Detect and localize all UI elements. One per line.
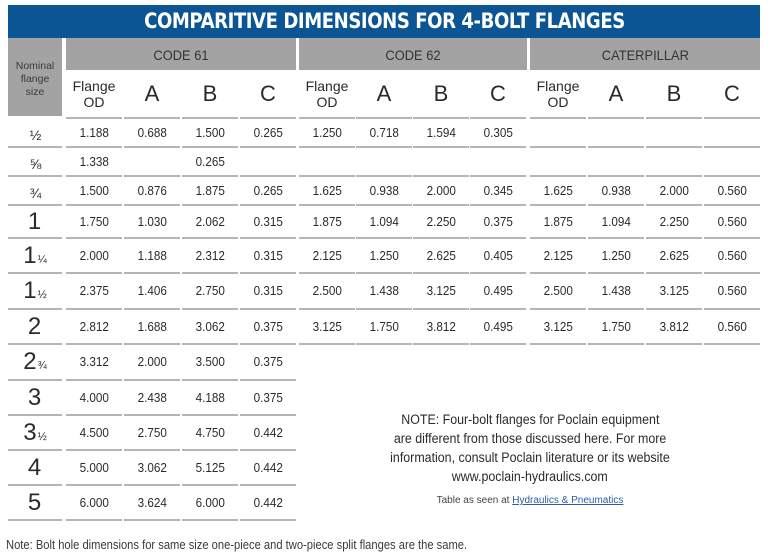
cell-value: 2.500 xyxy=(543,283,573,298)
cell-value: 0.265 xyxy=(253,125,283,140)
table-cell xyxy=(240,450,296,485)
table-cell xyxy=(704,176,760,205)
size-whole: 2 xyxy=(27,313,42,340)
table-cell xyxy=(588,238,644,273)
table-cell xyxy=(646,118,702,147)
nominal-size-cell xyxy=(8,205,62,238)
table-cell xyxy=(356,238,412,273)
table-cell xyxy=(124,273,180,309)
cell-value: 0.560 xyxy=(717,248,747,263)
cell-value: 2.000 xyxy=(659,183,689,198)
column-header-text: A xyxy=(608,81,624,106)
rule xyxy=(646,343,702,345)
cell-value: 2.000 xyxy=(426,183,456,198)
table-title xyxy=(8,5,760,38)
cell-value: 0.265 xyxy=(253,183,283,198)
table-cell xyxy=(299,273,355,309)
cell-value: 0.688 xyxy=(137,125,167,140)
table-cell xyxy=(124,344,180,380)
table-cell xyxy=(182,273,238,309)
cell-value: 1.875 xyxy=(195,183,225,198)
cell-value: 0.560 xyxy=(717,214,747,229)
table-cell xyxy=(588,176,644,205)
cell-value: 1.625 xyxy=(543,183,573,198)
column-header xyxy=(470,72,526,116)
cell-value: 0.938 xyxy=(369,183,399,198)
cell-value: 4.188 xyxy=(195,390,225,405)
table-cell xyxy=(413,118,469,147)
table-cell xyxy=(356,118,412,147)
nominal-size-cell xyxy=(8,309,62,344)
column-header-text: B xyxy=(666,81,682,106)
cell-value: 3.812 xyxy=(426,319,456,334)
group-header-caterpillar xyxy=(530,38,760,70)
table-cell xyxy=(299,118,355,147)
table-cell xyxy=(299,176,355,205)
rule xyxy=(530,343,586,345)
table-cell xyxy=(124,309,180,344)
table-cell xyxy=(646,176,702,205)
cell-value: 5.000 xyxy=(79,460,109,475)
table-title-text: COMPARITIVE DIMENSIONS FOR 4-BOLT FLANGES xyxy=(143,9,625,33)
column-header-text: A xyxy=(144,81,160,106)
group-header-code-62 xyxy=(299,38,527,70)
cell-value: 0.405 xyxy=(483,248,513,263)
table-cell xyxy=(470,176,526,205)
cell-value: 3.624 xyxy=(137,495,167,510)
table-cell xyxy=(66,415,122,450)
nominal-flange-size-header xyxy=(8,38,62,116)
column-header xyxy=(413,72,469,116)
table-cell xyxy=(182,415,238,450)
table-cell xyxy=(356,147,412,176)
size-whole: 2 xyxy=(23,348,37,375)
table-cell xyxy=(66,118,122,147)
cell-value: 2.625 xyxy=(659,248,689,263)
table-cell xyxy=(124,450,180,485)
column-header xyxy=(299,72,355,116)
cell-value: 1.594 xyxy=(426,125,456,140)
table-cell xyxy=(240,147,296,176)
footer-note xyxy=(6,537,542,552)
rule xyxy=(470,343,526,345)
group-header-code-61 xyxy=(66,38,296,70)
size-fraction: ½ xyxy=(29,127,42,143)
table-cell xyxy=(470,309,526,344)
column-header-text: B xyxy=(202,81,218,106)
cell-value: 0.560 xyxy=(717,319,747,334)
cell-value: 3.125 xyxy=(426,283,456,298)
column-header-text: C xyxy=(724,81,740,106)
nominal-size-cell xyxy=(8,380,62,415)
cell-value: 1.500 xyxy=(79,183,109,198)
table-cell xyxy=(240,380,296,415)
note-line xyxy=(362,467,698,486)
table-cell xyxy=(66,309,122,344)
cell-value: 0.375 xyxy=(253,319,283,334)
cell-value: 1.188 xyxy=(137,248,167,263)
cell-value: 1.250 xyxy=(601,248,631,263)
column-header xyxy=(704,72,760,116)
rule xyxy=(356,343,412,345)
cell-value: 1.688 xyxy=(137,319,167,334)
size-fraction: ¾ xyxy=(37,360,47,372)
table-cell xyxy=(124,176,180,205)
table-cell xyxy=(240,415,296,450)
note-text: information, consult Poclain literature or its website xyxy=(390,450,670,465)
cell-value: 0.442 xyxy=(253,425,283,440)
note-line xyxy=(362,429,698,448)
table-cell xyxy=(182,238,238,273)
table-cell xyxy=(646,205,702,238)
table-cell xyxy=(66,485,122,520)
table-cell xyxy=(66,176,122,205)
cell-value: 0.375 xyxy=(253,390,283,405)
table-cell xyxy=(240,118,296,147)
table-cell xyxy=(470,205,526,238)
nominal-size-cell xyxy=(8,485,62,520)
rule xyxy=(240,519,296,521)
table-cell xyxy=(704,273,760,309)
size-fraction: ⅝ xyxy=(29,156,42,172)
table-cell xyxy=(413,273,469,309)
poclain-note xyxy=(362,410,698,486)
size-whole: 1 xyxy=(23,277,37,304)
source-credit xyxy=(362,495,698,506)
table-cell xyxy=(124,238,180,273)
cell-value: 1.338 xyxy=(79,154,109,169)
table-cell xyxy=(588,273,644,309)
table-cell xyxy=(182,205,238,238)
table-cell xyxy=(646,309,702,344)
table-cell xyxy=(704,118,760,147)
table-cell xyxy=(124,205,180,238)
column-header xyxy=(124,72,180,116)
cell-value: 3.500 xyxy=(195,354,225,369)
table-cell xyxy=(530,238,586,273)
table-cell xyxy=(240,238,296,273)
nominal-header-text: Nominal flange size xyxy=(15,59,55,98)
footer-note-text: Note: Bolt hole dimensions for same size one-piece and two-piece split flanges are the same. xyxy=(6,537,468,552)
cell-value: 2.625 xyxy=(426,248,456,263)
cell-value: 3.125 xyxy=(659,283,689,298)
column-header-text: Flange OD xyxy=(72,78,116,110)
column-header xyxy=(530,72,586,116)
cell-value: 3.125 xyxy=(312,319,342,334)
cell-value: 3.062 xyxy=(195,319,225,334)
rule xyxy=(8,519,62,521)
cell-value: 2.250 xyxy=(426,214,456,229)
size-fraction: ¾ xyxy=(29,185,42,201)
cell-value: 1.188 xyxy=(79,125,109,140)
cell-value: 0.375 xyxy=(483,214,513,229)
cell-value: 1.094 xyxy=(601,214,631,229)
table-cell xyxy=(356,309,412,344)
table-cell xyxy=(66,238,122,273)
note-text: NOTE: Four-bolt flanges for Poclain equipment xyxy=(400,412,660,427)
table-cell xyxy=(704,238,760,273)
column-header xyxy=(356,72,412,116)
table-cell xyxy=(704,147,760,176)
cell-value: 3.062 xyxy=(137,460,167,475)
cell-value: 0.560 xyxy=(717,283,747,298)
table-cell xyxy=(124,147,180,176)
table-cell xyxy=(124,380,180,415)
table-cell xyxy=(66,205,122,238)
cell-value: 0.345 xyxy=(483,183,513,198)
cell-value: 6.000 xyxy=(79,495,109,510)
note-text: www.poclain-hydraulics.com xyxy=(452,469,608,484)
column-header-text: Flange OD xyxy=(305,78,349,110)
table-cell xyxy=(470,238,526,273)
table-cell xyxy=(530,176,586,205)
table-cell xyxy=(646,147,702,176)
table-cell xyxy=(356,176,412,205)
table-cell xyxy=(413,238,469,273)
column-header-text: B xyxy=(433,81,449,106)
cell-value: 1.250 xyxy=(369,248,399,263)
table-cell xyxy=(240,309,296,344)
cell-value: 1.750 xyxy=(79,214,109,229)
table-cell xyxy=(182,380,238,415)
cell-value: 0.315 xyxy=(253,214,283,229)
source-prefix: Table as seen at xyxy=(436,495,513,506)
cell-value: 3.125 xyxy=(543,319,573,334)
cell-value: 0.315 xyxy=(253,283,283,298)
cell-value: 1.875 xyxy=(312,214,342,229)
table-cell xyxy=(530,205,586,238)
table-cell xyxy=(470,273,526,309)
cell-value: 2.000 xyxy=(79,248,109,263)
table-cell xyxy=(299,309,355,344)
table-cell xyxy=(66,147,122,176)
nominal-size-cell xyxy=(8,147,62,176)
size-whole: 1 xyxy=(23,242,37,269)
cell-value: 1.750 xyxy=(369,319,399,334)
table-cell xyxy=(299,205,355,238)
table-cell xyxy=(66,450,122,485)
column-header xyxy=(646,72,702,116)
cell-value: 2.375 xyxy=(79,283,109,298)
column-header-text: A xyxy=(376,81,392,106)
note-line xyxy=(362,410,698,429)
cell-value: 2.125 xyxy=(543,248,573,263)
cell-value: 2.812 xyxy=(79,319,109,334)
cell-value: 2.438 xyxy=(137,390,167,405)
table-cell xyxy=(530,309,586,344)
rule xyxy=(124,519,180,521)
cell-value: 6.000 xyxy=(195,495,225,510)
cell-value: 2.750 xyxy=(137,425,167,440)
table-cell xyxy=(240,485,296,520)
rule xyxy=(182,519,238,521)
cell-value: 0.495 xyxy=(483,283,513,298)
table-cell xyxy=(704,205,760,238)
group-header-text: CATERPILLAR xyxy=(601,47,689,63)
rule xyxy=(704,343,760,345)
cell-value: 0.315 xyxy=(253,248,283,263)
table-cell xyxy=(588,205,644,238)
table-cell xyxy=(588,309,644,344)
table-cell xyxy=(124,485,180,520)
size-fraction: ½ xyxy=(37,431,47,443)
cell-value: 0.442 xyxy=(253,460,283,475)
size-fraction: ¼ xyxy=(37,254,47,266)
table-cell xyxy=(240,176,296,205)
column-header xyxy=(182,72,238,116)
column-header-text: C xyxy=(260,81,276,106)
table-cell xyxy=(240,205,296,238)
table-cell xyxy=(182,344,238,380)
cell-value: 1.030 xyxy=(137,214,167,229)
cell-value: 0.495 xyxy=(483,319,513,334)
rule xyxy=(588,343,644,345)
size-whole: 3 xyxy=(23,419,37,446)
cell-value: 2.062 xyxy=(195,214,225,229)
cell-value: 1.094 xyxy=(369,214,399,229)
table-cell xyxy=(299,147,355,176)
table-cell xyxy=(470,147,526,176)
table-cell xyxy=(182,450,238,485)
table-cell xyxy=(182,147,238,176)
table-cell xyxy=(66,380,122,415)
cell-value: 0.876 xyxy=(137,183,167,198)
table-cell xyxy=(413,205,469,238)
cell-value: 5.125 xyxy=(195,460,225,475)
cell-value: 1.438 xyxy=(601,283,631,298)
table-cell xyxy=(182,485,238,520)
nominal-size-cell xyxy=(8,450,62,485)
table-cell xyxy=(413,309,469,344)
column-header xyxy=(240,72,296,116)
cell-value: 4.750 xyxy=(195,425,225,440)
nominal-size-cell xyxy=(8,176,62,205)
table-cell xyxy=(588,147,644,176)
size-fraction: ½ xyxy=(37,289,47,301)
cell-value: 1.250 xyxy=(312,125,342,140)
nominal-size-cell xyxy=(8,415,62,450)
cell-value: 0.718 xyxy=(369,125,399,140)
nominal-size-cell xyxy=(8,273,62,309)
cell-value: 2.250 xyxy=(659,214,689,229)
cell-value: 4.500 xyxy=(79,425,109,440)
table-cell xyxy=(124,118,180,147)
table-cell xyxy=(66,344,122,380)
table-cell xyxy=(356,205,412,238)
cell-value: 3.812 xyxy=(659,319,689,334)
cell-value: 1.875 xyxy=(543,214,573,229)
cell-value: 0.305 xyxy=(483,125,513,140)
cell-value: 1.406 xyxy=(137,283,167,298)
column-header xyxy=(588,72,644,116)
cell-value: 3.312 xyxy=(79,354,109,369)
cell-value: 2.312 xyxy=(195,248,225,263)
size-whole: 5 xyxy=(27,489,42,516)
cell-value: 2.000 xyxy=(137,354,167,369)
table-cell xyxy=(182,176,238,205)
group-header-text: CODE 61 xyxy=(153,47,209,63)
size-whole: 4 xyxy=(27,454,42,481)
cell-value: 0.442 xyxy=(253,495,283,510)
table-cell xyxy=(530,118,586,147)
cell-value: 1.500 xyxy=(195,125,225,140)
rule xyxy=(299,343,355,345)
cell-value: 1.750 xyxy=(601,319,631,334)
nominal-size-cell xyxy=(8,344,62,380)
size-whole: 1 xyxy=(27,208,42,235)
table-cell xyxy=(66,273,122,309)
cell-value: 2.750 xyxy=(195,283,225,298)
table-cell xyxy=(124,415,180,450)
cell-value: 0.265 xyxy=(195,154,225,169)
cell-value: 2.125 xyxy=(312,248,342,263)
source-link[interactable]: Hydraulics & Pneumatics xyxy=(512,495,624,506)
column-header-text: C xyxy=(490,81,506,106)
table-cell xyxy=(182,118,238,147)
cell-value: 2.500 xyxy=(312,283,342,298)
nominal-size-cell xyxy=(8,118,62,147)
cell-value: 1.625 xyxy=(312,183,342,198)
table-cell xyxy=(588,118,644,147)
cell-value: 0.938 xyxy=(601,183,631,198)
cell-value: 4.000 xyxy=(79,390,109,405)
table-cell xyxy=(413,176,469,205)
column-header-text: Flange OD xyxy=(536,78,580,110)
table-cell xyxy=(530,147,586,176)
cell-value: 1.438 xyxy=(369,283,399,298)
table-cell xyxy=(646,273,702,309)
column-header xyxy=(66,72,122,116)
table-cell xyxy=(356,273,412,309)
size-whole: 3 xyxy=(27,384,42,411)
table-cell xyxy=(413,147,469,176)
table-cell xyxy=(182,309,238,344)
table-cell xyxy=(470,118,526,147)
table-cell xyxy=(704,309,760,344)
note-line xyxy=(362,448,698,467)
note-text: are different from those discussed here. For more xyxy=(393,431,667,446)
cell-value: 0.375 xyxy=(253,354,283,369)
cell-value: 0.560 xyxy=(717,183,747,198)
table-cell xyxy=(646,238,702,273)
table-cell xyxy=(240,344,296,380)
nominal-size-cell xyxy=(8,238,62,273)
table-cell xyxy=(530,273,586,309)
table-cell xyxy=(299,238,355,273)
rule xyxy=(66,519,122,521)
table-cell xyxy=(240,273,296,309)
group-header-text: CODE 62 xyxy=(385,47,441,63)
rule xyxy=(413,343,469,345)
